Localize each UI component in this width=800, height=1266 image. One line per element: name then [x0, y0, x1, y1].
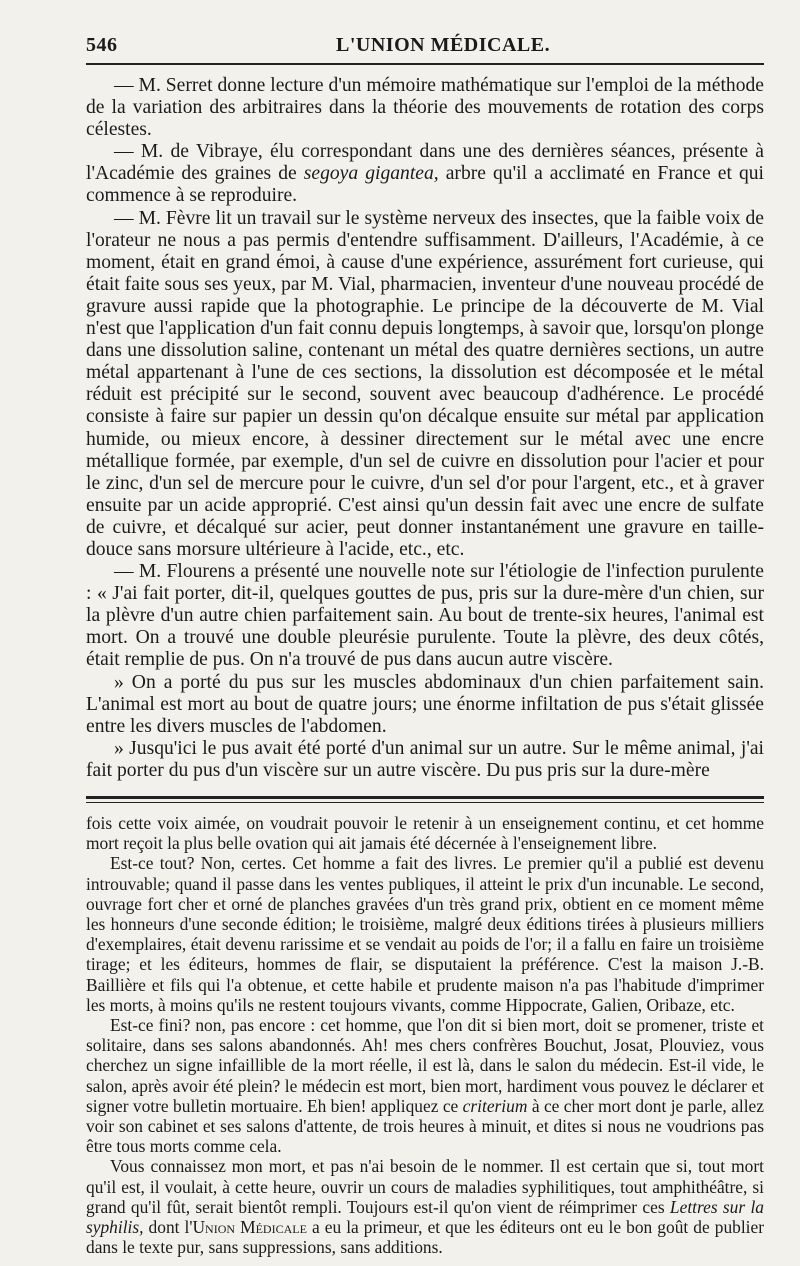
text-fragment: a eu la primeur, et que les éditeurs ont eu le bon goût de publier dans le texte pur, sans suppressions, sans additions.	[86, 1217, 765, 1258]
text-fragment: Vous connaissez mon mort, et pas n'ai besoin de le nommer. Il est certain que si, tout mort qu'il est, il voulait, à cette heure, ouvrir un cours de maladies syphilitiques, tout amphithéâtre, si grand qu'il fût, serait bientôt rempli. Toujours est-il qu'on vient de réimprimer ces	[86, 1156, 764, 1217]
feuilleton-divider	[86, 796, 764, 803]
header-rule	[86, 63, 764, 65]
paragraph-visceres: » Jusqu'ici le pus avait été porté d'un animal sur un autre. Sur le même animal, j'ai fait porter du pus d'un viscère sur un autre viscère. Du pus pris sur la dure-mère	[86, 737, 764, 781]
feuilleton-column	[86, 813, 764, 1257]
running-title: L'UNION MÉDICALE.	[336, 34, 551, 56]
italic-book-title: Lettres sur la syphilis,	[86, 1196, 764, 1238]
divider-thick-rule	[86, 796, 764, 799]
paragraph-salons	[86, 1015, 764, 1156]
page-header	[86, 34, 764, 57]
paragraph-lettres	[86, 1156, 764, 1257]
text-fragment: à ce cher mort dont je parle, allez voir son cabinet et ses salons d'attente, de trois heures à minuit, et dites si nous ne voudrions pas être tous morts comme cela.	[86, 1095, 764, 1157]
italic-species-name: segoya gigantea,	[303, 163, 439, 185]
paragraph-abdominal: » On a porté du pus sur les muscles abdominaux d'un chien parfaitement sain. L'animal est mort au bout de quatre jours; une énorme infiltation de pus s'était glissée entre les divers muscles de l'abdomen.	[86, 671, 764, 737]
text-fragment: dont l'	[143, 1217, 193, 1238]
smallcaps-journal-name: Union Médicale	[192, 1217, 307, 1238]
academy-report-column	[86, 75, 764, 782]
paragraph-flourens: — M. Flourens a présenté une nouvelle note sur l'étiologie de l'infection purulente : « J'ai fait porter, dit-il, quelques gouttes de pus, pris sur la dure-mère d'un chien, sur la plèvre d'un autre chien parfaitement sain. Au bout de trente-six heures, l'animal est mort. On a trouvé une double pleurésie purulente. Toute la plèvre, des deux côtés, était remplie de pus. On n'a trouvé de pus dans aucun autre viscère.	[86, 561, 764, 671]
paragraph-fevre-vial: — M. Fèvre lit un travail sur le système nerveux des insectes, que la faible voix de l'orateur ne nous a pas permis d'entendre suffisamment. D'ailleurs, l'Académie, à ce moment, était en grand émoi, à cause d'une expérience, assurément fort curieuse, qui était faite sous ses yeux, par M. Vial, pharmacien, inventeur d'une nouveau procédé de gravure aussi rapide que la photographie. Le principe de la découverte de M. Vial n'est que l'application d'un fait connu depuis longtemps, à savoir que, lorsqu'on plonge dans une dissolution saline, contenant un métal des quatre dernières sections, un autre métal appartenant à l'une de ces sections, la dissolution est décomposée et le métal réduit est précipité sur le second, souvent avec beaucoup d'adhérence. Le procédé consiste à faire sur papier un dessin qu'on décalque ensuite sur métal par application humide, ou mieux encore, à dessiner directement sur le métal avec une encre métallique formée, par exemple, d'un sel de cuivre en dissolution pour l'acier et pour le zinc, d'un sel de mercure pour le cuivre, d'un sel d'or pour l'argent, etc., et à graver ensuite par un acide approprié. C'est ainsi qu'un dessin fait avec une encre de sulfate de cuivre, et décalqué sur acier, peut donner instantanément une gravure en taille-douce sans morsure ultérieure à l'acide, etc., etc.	[86, 207, 765, 560]
paragraph-vibraye	[86, 141, 764, 207]
italic-criterium: criterium	[462, 1095, 528, 1116]
text-fragment: — M. de Vibraye, élu correspondant dans une des dernières séances, présente à l'Académie des graines de	[86, 141, 764, 185]
paragraph-livres: Est-ce tout? Non, certes. Cet homme a fait des livres. Le premier qu'il a publié est devenu introuvable; quand il passe dans les ventes publiques, il atteint le prix d'un incunable. Le second, ouvrage fort cher et orné de planches gravées d'un très grand prix, obtient en ce moment même les honneurs d'une seconde édition; le troisième, malgré deux éditions tirées à plusieurs milliers d'exemplaires, était devenu rarissime et se vendait au poids de l'or; il a fallu en faire un troisième tirage; et les éditeurs, hommes de flair, se disputaient la préférence. C'est la maison J.-B. Baillière et fils qui l'a obtenue, et cette habile et prudente maison n'a pas l'habitude d'imprimer les morts, à moins qu'ils ne restent toujours vivants, comme Hippocrate, Galien, Oribaze, etc.	[86, 853, 764, 1015]
paragraph-serret: — M. Serret donne lecture d'un mémoire mathématique sur l'emploi de la méthode de la variation des arbitraires dans la théorie des mouvements de rotation des corps célestes.	[86, 75, 764, 141]
text-fragment: Est-ce fini? non, pas encore : cet homme, que l'on dit si bien mort, doit se promener, triste et solitaire, dans ses salons abandonnés. Ah! mes chers confrères Bouchut, Josat, Plouviez, vous cherchez un signe infaillible de la mort réelle, il est là, dans le salon du médecin. Est-il vide, le salon, après avoir été plein? le médecin est mort, bien mort, hardiment vous pouvez le déclarer et signer votre bulletin mortuaire. Eh bien! appliquez ce	[86, 1015, 764, 1116]
divider-thin-rule	[86, 802, 764, 803]
page-number: 546	[86, 34, 118, 56]
paragraph-ovation: fois cette voix aimée, on voudrait pouvoir le retenir à un enseignement continu, et cet homme mort reçoit la plus belle ovation qui ait jamais été décernée à l'enseignement libre.	[86, 813, 764, 854]
text-fragment: arbre qu'il a acclimaté en France et qui commence à se reproduire.	[86, 163, 765, 207]
